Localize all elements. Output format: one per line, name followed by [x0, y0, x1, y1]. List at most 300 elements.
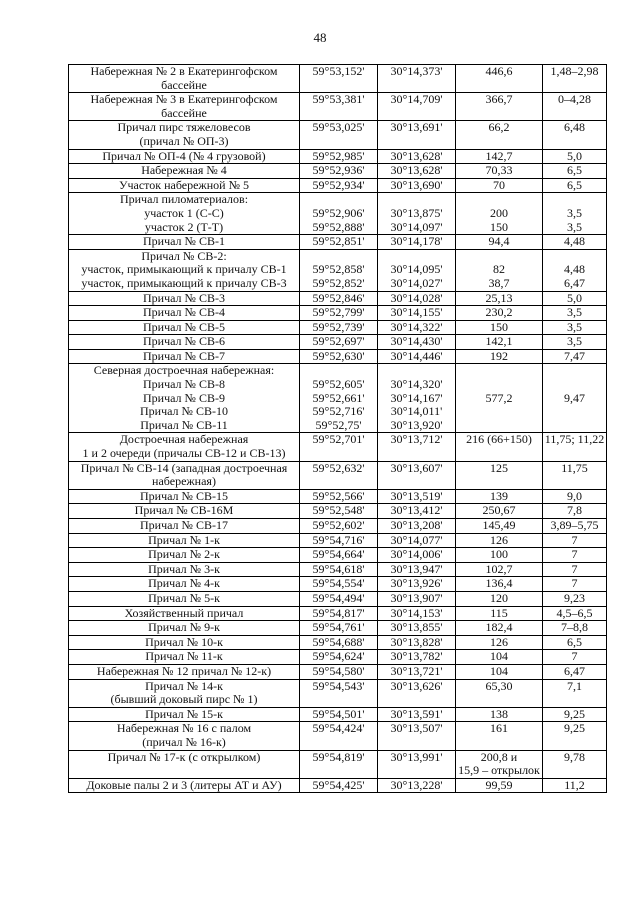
length-line: 125: [490, 461, 508, 475]
berth-name-cell: [69, 519, 300, 534]
depth-cell: [543, 679, 607, 707]
latitude-cell: [300, 121, 378, 149]
depth-cell: [543, 562, 607, 577]
depth-cell: [543, 504, 607, 519]
longitude-line: 30°13,412': [390, 503, 443, 518]
depth-line: 7–8,8: [561, 620, 588, 635]
length-line: 577,2: [485, 390, 513, 405]
table-row: [69, 707, 607, 722]
berth-name-cell: [69, 577, 300, 592]
depth-line: 6,48: [564, 120, 585, 135]
berth-name-line: Причал № СВ-15: [140, 489, 228, 503]
table-row: [69, 193, 607, 235]
berth-name-line: Причал № 10-к: [145, 635, 223, 649]
depth-line: 7: [571, 547, 578, 562]
longitude-cell: [378, 577, 456, 592]
longitude-line: 30°14,077': [390, 533, 443, 547]
latitude-line: 59°54,817': [312, 606, 365, 620]
table-row: [69, 562, 607, 577]
table-row: [69, 461, 607, 489]
length-cell: [456, 548, 543, 563]
length-line: 200: [490, 205, 508, 220]
longitude-line: 30°13,628': [390, 149, 443, 163]
longitude-line: 30°13,782': [390, 649, 443, 664]
table-row: [69, 504, 607, 519]
length-line: 145,49: [482, 518, 516, 532]
table-row: [69, 121, 607, 149]
longitude-cell: [378, 778, 456, 793]
latitude-cell: [300, 504, 378, 519]
latitude-cell: [300, 562, 378, 577]
latitude-cell: [300, 722, 378, 750]
table-row: [69, 320, 607, 335]
latitude-cell: [300, 433, 378, 461]
berth-name-line: Причал № СВ-8: [143, 377, 225, 392]
longitude-cell: [378, 335, 456, 350]
table-row: [69, 65, 607, 93]
latitude-cell: [300, 178, 378, 193]
longitude-cell: [378, 320, 456, 335]
latitude-line: 59°52,632': [312, 461, 365, 475]
length-line: 142,7: [485, 149, 513, 163]
latitude-cell: [300, 320, 378, 335]
berth-name-line: Причал № СВ-2:: [141, 249, 227, 263]
berth-name-line: Набережная № 16 с палом: [116, 721, 252, 736]
latitude-cell: [300, 664, 378, 679]
longitude-line: 30°13,855': [390, 620, 443, 635]
latitude-line: 59°54,494': [312, 591, 365, 605]
latitude-line: 59°52,739': [312, 320, 365, 334]
longitude-cell: [378, 235, 456, 250]
berth-name-line: Причал № СВ-4: [143, 305, 225, 320]
longitude-line: 30°14,028': [390, 291, 443, 305]
latitude-line: 59°52,906': [312, 205, 365, 220]
length-line: [457, 250, 541, 264]
berth-name-line: участок 1 (С-С): [144, 205, 224, 220]
table-row: [69, 591, 607, 606]
berth-name-cell: [69, 93, 300, 121]
depth-line: 11,75; 11,22: [544, 432, 605, 447]
longitude-cell: [378, 750, 456, 778]
depth-line: 7: [571, 649, 578, 664]
longitude-line: 30°14,097': [390, 219, 443, 234]
latitude-line: 59°53,381': [312, 92, 365, 107]
length-line: 230,2: [485, 305, 513, 320]
length-line: 182,4: [485, 620, 513, 635]
berth-name-cell: [69, 364, 300, 433]
table-row: [69, 533, 607, 548]
table-row: [69, 664, 607, 679]
berth-name-line: Северная достроечная набережная:: [93, 363, 275, 378]
berth-name-cell: [69, 562, 300, 577]
length-line: 15,9 – открылок: [458, 763, 540, 778]
length-line: 66,2: [488, 120, 510, 135]
latitude-cell: [300, 489, 378, 504]
latitude-cell: [300, 577, 378, 592]
berth-name-line: Причал № 2-к: [148, 547, 220, 562]
longitude-cell: [378, 364, 456, 433]
longitude-line: 30°13,208': [390, 518, 443, 532]
longitude-line: 30°14,167': [390, 390, 443, 405]
latitude-line: 59°52,661': [312, 390, 365, 405]
berth-name-cell: [69, 591, 300, 606]
depth-cell: [543, 533, 607, 548]
table-row: [69, 364, 607, 433]
berth-name-cell: [69, 149, 300, 164]
longitude-cell: [378, 650, 456, 665]
longitude-line: 30°13,875': [390, 205, 443, 220]
longitude-line: 30°14,011': [390, 404, 443, 419]
berth-table-body: [69, 65, 607, 793]
latitude-line: 59°52,851': [312, 234, 365, 249]
table-row: [69, 291, 607, 306]
longitude-cell: [378, 707, 456, 722]
depth-cell: [543, 519, 607, 534]
table-row: [69, 489, 607, 504]
berth-name-line: Причал № 5-к: [148, 591, 220, 605]
longitude-cell: [378, 178, 456, 193]
depth-line: 7,8: [567, 503, 582, 518]
table-row: [69, 349, 607, 364]
length-cell: [456, 461, 543, 489]
depth-cell: [543, 621, 607, 636]
depth-line: 11,2: [564, 778, 585, 792]
longitude-cell: [378, 664, 456, 679]
berth-name-cell: [69, 621, 300, 636]
latitude-line: 59°54,688': [312, 635, 365, 649]
latitude-line: 59°54,425': [312, 778, 365, 792]
longitude-line: [379, 364, 454, 378]
length-cell: [456, 722, 543, 750]
longitude-cell: [378, 519, 456, 534]
berth-name-line: Набережная № 4: [141, 163, 227, 178]
longitude-line: 30°14,027': [390, 275, 443, 290]
berth-name-line: Причал № 1-к: [148, 533, 220, 547]
depth-line: 6,5: [567, 178, 582, 192]
berth-name-line: Причал № ОП-4 (№ 4 грузовой): [102, 149, 266, 163]
length-line: 161: [490, 721, 508, 736]
berth-name-line: Причал № 3-к: [148, 562, 220, 576]
length-line: 102,7: [485, 562, 513, 576]
latitude-line: 59°52,858': [312, 262, 365, 277]
depth-line: 1,48–2,98: [550, 64, 599, 78]
longitude-line: 30°13,591': [390, 707, 443, 721]
latitude-line: 59°54,501': [312, 707, 365, 721]
length-cell: [456, 349, 543, 364]
table-row: [69, 335, 607, 350]
latitude-line: 59°54,819': [312, 750, 365, 764]
length-line: 120: [490, 591, 508, 605]
length-line: 366,7: [485, 92, 513, 107]
latitude-cell: [300, 335, 378, 350]
depth-line: 5,0: [567, 291, 582, 305]
berth-name-line: Причал № 14-к: [145, 679, 223, 693]
table-row: [69, 722, 607, 750]
length-line: 100: [490, 547, 508, 562]
length-line: 138: [490, 707, 508, 721]
berth-name-cell: [69, 291, 300, 306]
depth-line: 7: [571, 533, 578, 547]
length-line: 200,8 и: [480, 750, 518, 764]
longitude-line: 30°13,947': [390, 562, 443, 576]
longitude-cell: [378, 249, 456, 291]
length-cell: [456, 519, 543, 534]
latitude-cell: [300, 291, 378, 306]
latitude-line: [301, 364, 376, 378]
longitude-cell: [378, 504, 456, 519]
depth-line: 5,0: [567, 149, 582, 163]
berth-name-line: Набережная № 3 в Екатерингофском: [90, 92, 278, 107]
berth-name-line: Причал № СВ-16М: [134, 503, 234, 518]
depth-line: 9,47: [564, 390, 585, 405]
table-row: [69, 778, 607, 793]
longitude-line: [379, 250, 454, 264]
berth-name-line: Причал № СВ-14 (западная достроечная: [80, 461, 288, 475]
latitude-line: 59°54,543': [312, 679, 365, 693]
longitude-cell: [378, 433, 456, 461]
length-cell: [456, 577, 543, 592]
length-line: 192: [490, 349, 508, 363]
depth-line: 7: [571, 562, 578, 576]
latitude-line: 59°52,846': [312, 291, 365, 305]
berth-name-cell: [69, 433, 300, 461]
berth-name-line: Причал № СВ-11: [140, 417, 228, 432]
berth-name-line: (причал № 16-к): [142, 734, 226, 749]
latitude-cell: [300, 249, 378, 291]
table-row: [69, 577, 607, 592]
depth-line: 9,78: [564, 750, 585, 764]
depth-cell: [543, 320, 607, 335]
length-line: 65,30: [485, 679, 513, 693]
depth-cell: [543, 193, 607, 235]
depth-cell: [543, 178, 607, 193]
longitude-cell: [378, 489, 456, 504]
berth-name-cell: [69, 65, 300, 93]
table-row: [69, 149, 607, 164]
berth-name-cell: [69, 121, 300, 149]
table-row: [69, 519, 607, 534]
depth-line: 3,5: [567, 320, 582, 334]
depth-line: 3,5: [567, 305, 582, 320]
page-number: 48: [313, 30, 327, 45]
table-row: [69, 621, 607, 636]
berth-name-cell: [69, 489, 300, 504]
length-cell: [456, 650, 543, 665]
length-line: 136,4: [485, 576, 513, 591]
longitude-cell: [378, 149, 456, 164]
length-cell: [456, 664, 543, 679]
berth-name-line: Причал пиломатериалов:: [119, 192, 249, 207]
longitude-cell: [378, 164, 456, 179]
berth-name-line: (бывший доковый пирс № 1): [110, 692, 258, 707]
berth-name-cell: [69, 178, 300, 193]
berth-name-line: Причал № СВ-10: [140, 404, 228, 419]
longitude-line: 30°14,178': [390, 234, 443, 249]
berth-name-cell: [69, 193, 300, 235]
length-line: 216 (66+150): [466, 432, 532, 447]
table-row: [69, 650, 607, 665]
longitude-line: 30°13,507': [390, 721, 443, 736]
depth-line: 9,25: [564, 707, 585, 721]
table-row: [69, 306, 607, 321]
depth-cell: [543, 235, 607, 250]
berth-name-line: Набережная № 12 причал № 12-к): [96, 664, 272, 678]
latitude-cell: [300, 533, 378, 548]
longitude-cell: [378, 591, 456, 606]
table-row: [69, 548, 607, 563]
latitude-line: [301, 250, 376, 264]
longitude-line: 30°13,228': [390, 778, 443, 792]
length-cell: [456, 164, 543, 179]
longitude-line: 30°13,907': [390, 591, 443, 605]
length-line: 38,7: [488, 275, 510, 290]
length-cell: [456, 335, 543, 350]
berth-name-line: Причал № СВ-6: [143, 334, 225, 349]
depth-cell: [543, 489, 607, 504]
longitude-line: 30°13,519': [390, 489, 443, 503]
table-row: [69, 164, 607, 179]
latitude-line: 59°54,618': [312, 562, 365, 576]
longitude-line: 30°14,320': [390, 377, 443, 392]
table-row: [69, 679, 607, 707]
latitude-line: 59°52,701': [312, 432, 365, 447]
berth-name-cell: [69, 349, 300, 364]
longitude-line: 30°13,626': [390, 679, 443, 693]
longitude-cell: [378, 291, 456, 306]
latitude-line: 59°52,630': [312, 349, 365, 363]
length-cell: [456, 65, 543, 93]
length-line: 82: [493, 262, 505, 277]
berth-name-cell: [69, 504, 300, 519]
depth-line: 4,5–6,5: [556, 606, 593, 620]
depth-cell: [543, 778, 607, 793]
berth-name-line: Хозяйственный причал: [124, 606, 244, 620]
depth-line: 9,25: [564, 721, 585, 736]
depth-line: 6,5: [567, 635, 582, 649]
depth-cell: [543, 577, 607, 592]
latitude-line: 59°52,934': [312, 178, 365, 192]
depth-cell: [543, 65, 607, 93]
berth-name-cell: [69, 707, 300, 722]
depth-cell: [543, 606, 607, 621]
depth-line: 6,47: [564, 664, 585, 678]
longitude-cell: [378, 606, 456, 621]
latitude-cell: [300, 349, 378, 364]
length-line: 99,59: [485, 778, 513, 792]
longitude-cell: [378, 461, 456, 489]
latitude-cell: [300, 591, 378, 606]
latitude-line: 59°52,716': [312, 404, 365, 419]
longitude-line: 30°13,690': [390, 178, 443, 192]
depth-line: 9,0: [567, 489, 582, 503]
length-cell: [456, 679, 543, 707]
latitude-cell: [300, 621, 378, 636]
depth-line: 3,5: [567, 334, 582, 349]
longitude-line: 30°13,926': [390, 576, 443, 591]
berth-name-cell: [69, 548, 300, 563]
length-line: 70: [493, 178, 505, 192]
berth-name-cell: [69, 335, 300, 350]
berth-name-line: Причал № СВ-5: [143, 320, 225, 334]
berth-name-cell: [69, 235, 300, 250]
longitude-line: [379, 193, 454, 207]
depth-line: 3,89–5,75: [550, 518, 599, 532]
longitude-line: 30°14,373': [390, 64, 443, 78]
table-row: [69, 606, 607, 621]
length-cell: [456, 606, 543, 621]
latitude-line: 59°52,985': [312, 149, 365, 163]
depth-cell: [543, 635, 607, 650]
depth-cell: [543, 548, 607, 563]
longitude-line: 30°13,991': [390, 750, 443, 764]
longitude-cell: [378, 621, 456, 636]
latitude-cell: [300, 149, 378, 164]
depth-cell: [543, 335, 607, 350]
latitude-line: 59°52,566': [312, 489, 365, 503]
latitude-line: 59°52,602': [312, 518, 365, 532]
depth-line: [544, 250, 605, 264]
length-cell: [456, 235, 543, 250]
length-cell: [456, 93, 543, 121]
latitude-cell: [300, 635, 378, 650]
latitude-cell: [300, 778, 378, 793]
table-row: [69, 249, 607, 291]
latitude-line: 59°53,152': [312, 64, 365, 78]
longitude-cell: [378, 635, 456, 650]
berth-name-line: Причал № СВ-1: [143, 234, 225, 249]
berth-name-line: Причал № 15-к: [145, 707, 223, 721]
latitude-line: 59°54,554': [312, 576, 365, 591]
latitude-line: 59°54,424': [312, 721, 365, 736]
longitude-cell: [378, 562, 456, 577]
latitude-cell: [300, 679, 378, 707]
longitude-cell: [378, 349, 456, 364]
latitude-line: 59°53,025': [312, 120, 365, 135]
latitude-cell: [300, 519, 378, 534]
longitude-line: 30°13,712': [390, 432, 443, 447]
berth-name-cell: [69, 606, 300, 621]
latitude-cell: [300, 750, 378, 778]
depth-cell: [543, 249, 607, 291]
length-cell: [456, 750, 543, 778]
berth-name-cell: [69, 664, 300, 679]
depth-cell: [543, 364, 607, 433]
longitude-cell: [378, 65, 456, 93]
longitude-line: 30°14,446': [390, 349, 443, 363]
berth-name-line: бассейне: [161, 77, 207, 92]
length-line: 70,33: [485, 163, 513, 178]
table-row: [69, 178, 607, 193]
berth-table: [68, 64, 607, 793]
length-cell: [456, 433, 543, 461]
depth-cell: [543, 722, 607, 750]
depth-cell: [543, 650, 607, 665]
latitude-line: 59°54,664': [312, 547, 365, 562]
length-line: 25,13: [485, 291, 513, 305]
berth-name-line: (причал № ОП-3): [139, 133, 229, 148]
length-line: 139: [490, 489, 508, 503]
longitude-line: 30°14,155': [390, 305, 443, 320]
length-cell: [456, 364, 543, 433]
depth-line: 11,75: [561, 461, 588, 475]
berth-name-line: набережная): [152, 474, 216, 489]
length-cell: [456, 149, 543, 164]
latitude-cell: [300, 164, 378, 179]
berth-name-cell: [69, 722, 300, 750]
longitude-line: 30°13,691': [390, 120, 443, 135]
latitude-cell: [300, 650, 378, 665]
depth-cell: [543, 149, 607, 164]
